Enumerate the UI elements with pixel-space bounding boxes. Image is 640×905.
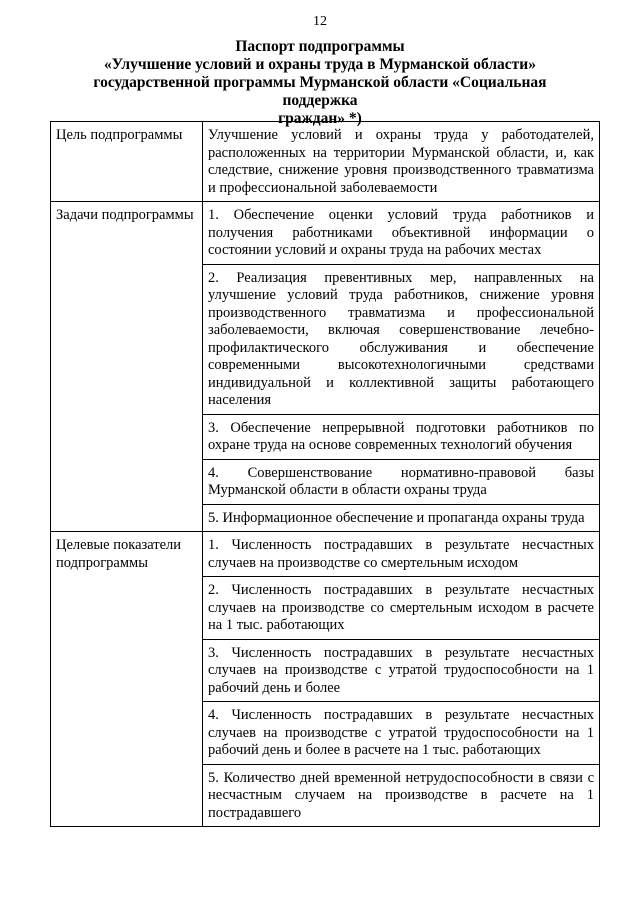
task-item: 2. Реализация превентивных мер, направленных на улучшение условий труда работников, снижение уровня производственного травматизма и профессиональной заболеваемости, включая совершенствование лечебно-профилактического обслуживания и обеспечение современными высокотехнологичными средствами индивидуальной и коллективной защиты работающего населения <box>203 264 600 414</box>
title-line: граждан» *) <box>278 110 362 127</box>
goal-text: Улучшение условий и охраны труда у работодателей, расположенных на территории Мурманской области, и, как следствие, снижение уровня производственного травматизма и профессиональной заболеваемости <box>203 122 600 202</box>
indicator-item: 3. Численность пострадавших в результате несчастных случаев на производстве с утратой трудоспособности на 1 рабочий день и более <box>203 639 600 702</box>
task-item: 4. Совершенствование нормативно-правовой базы Мурманской области в области охраны труда <box>203 459 600 504</box>
indicator-item: 2. Численность пострадавших в результате несчастных случаев на производстве со смертельным исходом в расчете на 1 тыс. работающих <box>203 577 600 640</box>
row-label-indicators: Целевые показатели подпрограммы <box>51 532 203 827</box>
title-line: Паспорт подпрограммы <box>235 38 405 55</box>
indicator-item: 1. Численность пострадавших в результате несчастных случаев на производстве со смертельным исходом <box>203 532 600 577</box>
task-item: 5. Информационное обеспечение и пропаганда охраны труда <box>203 504 600 532</box>
row-label-tasks: Задачи подпрограммы <box>51 202 203 532</box>
page-number: 12 <box>313 14 327 29</box>
table-row <box>51 532 600 577</box>
title-line: «Улучшение условий и охраны труда в Мурманской области» <box>104 56 536 73</box>
passport-table <box>50 121 600 827</box>
table-row <box>51 202 600 265</box>
task-item: 1. Обеспечение оценки условий труда работников и получения работниками объективной информации о состоянии условий и охраны труда на рабочих местах <box>203 202 600 265</box>
row-label-goal: Цель подпрограммы <box>51 122 203 202</box>
document-title <box>60 38 580 128</box>
task-item: 3. Обеспечение непрерывной подготовки работников по охране труда на основе современных технологий обучения <box>203 414 600 459</box>
title-line: государственной программы Мурманской области «Социальная поддержка <box>93 74 547 109</box>
indicator-item: 5. Количество дней временной нетрудоспособности в связи с несчастным случаем на производстве в расчете на 1 пострадавшего <box>203 764 600 827</box>
table-row <box>51 122 600 202</box>
indicator-item: 4. Численность пострадавших в результате несчастных случаев на производстве с утратой трудоспособности на 1 рабочий день и более в расчете на 1 тыс. работающих <box>203 702 600 765</box>
